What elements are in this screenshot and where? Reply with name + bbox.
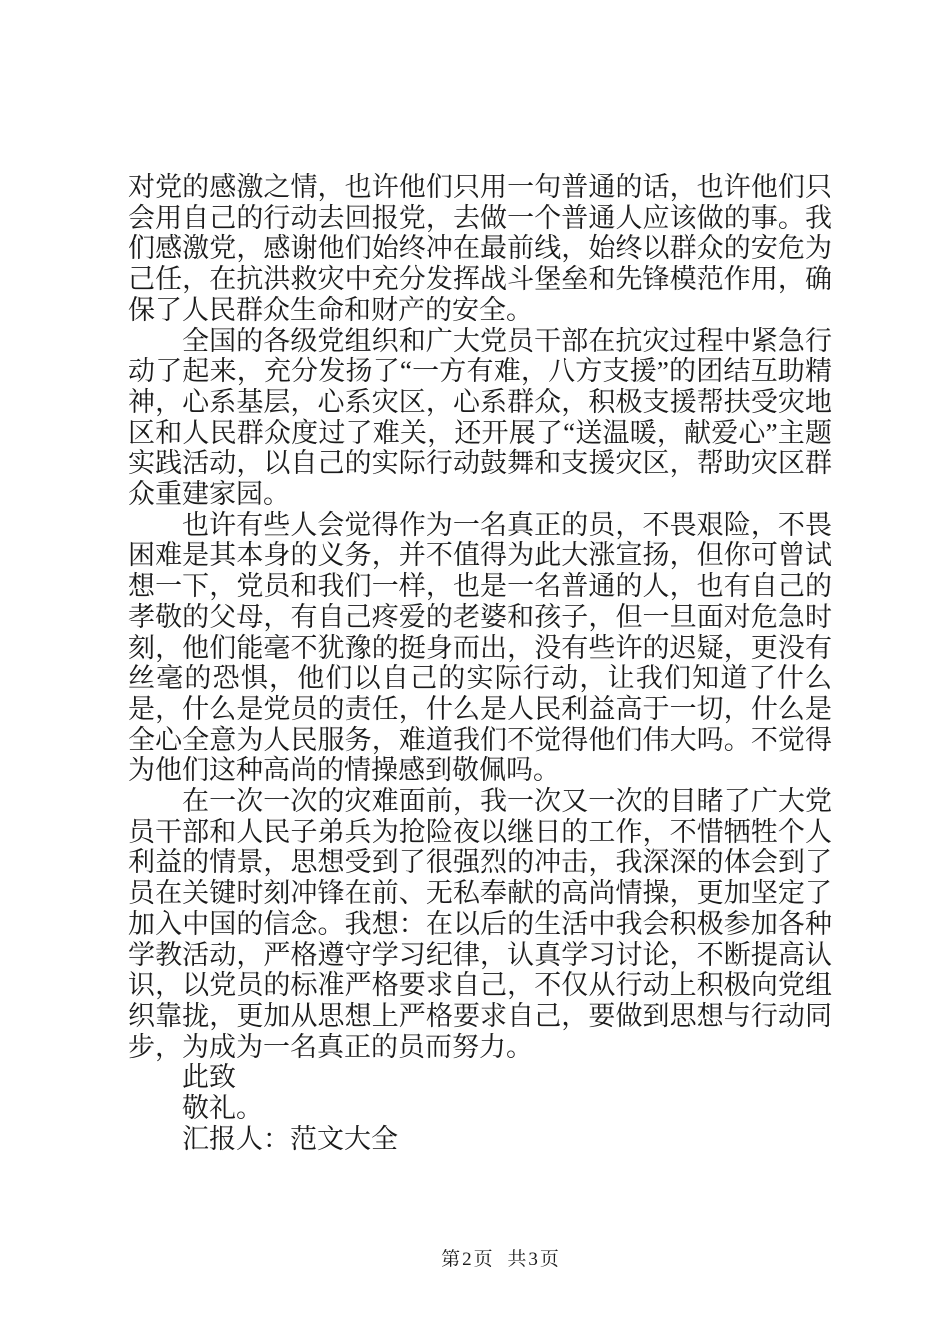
document-body bbox=[128, 172, 832, 1155]
paragraph-relief-efforts: 全国的各级党组织和广大党员干部在抗灾过程中紧急行动了起来，充分发扬了“一方有难，八方支援”的团结互助精神，心系基层，心系灾区，心系群众，积极支援帮扶受灾地区和人民群众度过了难关，还开展了“送温暖，献爱心”主题实践活动，以自己的实际行动鼓舞和支援灾区，帮助灾区群众重建家园。 bbox=[128, 325, 832, 510]
reporter-signature-line: 汇报人：范文大全 bbox=[182, 1123, 398, 1154]
paragraph-continuation: 对党的感激之情，也许他们只用一句普通的话，也许他们只会用自己的行动去回报党，去做一个普通人应该做的事。我们感激党，感谢他们始终冲在最前线，始终以群众的安危为己任，在抗洪救灾中充分发挥战斗堡垒和先锋模范作用，确保了人民群众生命和财产的安全。 bbox=[128, 172, 832, 325]
closing-salute: 此致 bbox=[182, 1062, 236, 1093]
page-footer bbox=[26, 1244, 950, 1271]
paragraph-party-member-duty: 也许有些人会觉得作为一名真正的员，不畏艰险，不畏困难是其本身的义务，并不值得为此大涨宣扬，但你可曾试想一下，党员和我们一样，也是一名普通的人，也有自己的孝敬的父母，有自己疼爱的老婆和孩子，但一旦面对危急时刻，他们能毫不犹豫的挺身而出，没有些许的迟疑，更没有丝毫的恐惧，他们以自己的实际行动，让我们知道了什么是，什么是党员的责任，什么是人民利益高于一切，什么是全心全意为人民服务，难道我们不觉得他们伟大吗。不觉得为他们这种高尚的情操感到敬佩吗。 bbox=[128, 509, 832, 786]
page-number-label: 第2页 共3页 bbox=[441, 1249, 561, 1270]
closing-regards: 敬礼。 bbox=[182, 1093, 263, 1124]
paragraph-personal-resolution: 在一次一次的灾难面前，我一次又一次的目睹了广大党员干部和人民子弟兵为抢险夜以继日的工作，不惜牺牲个人利益的情景，思想受到了很强烈的冲击，我深深的体会到了员在关键时刻冲锋在前、无私奉献的高尚情操，更加坚定了加入中国的信念。我想：在以后的生活中我会积极参加各种学教活动，严格遵守学习纪律，认真学习讨论，不断提高认识，以党员的标准严格要求自己，不仅从行动上积极向党组织靠拢，更加从思想上严格要求自己，要做到思想与行动同步，为成为一名真正的员而努力。 bbox=[128, 786, 832, 1062]
